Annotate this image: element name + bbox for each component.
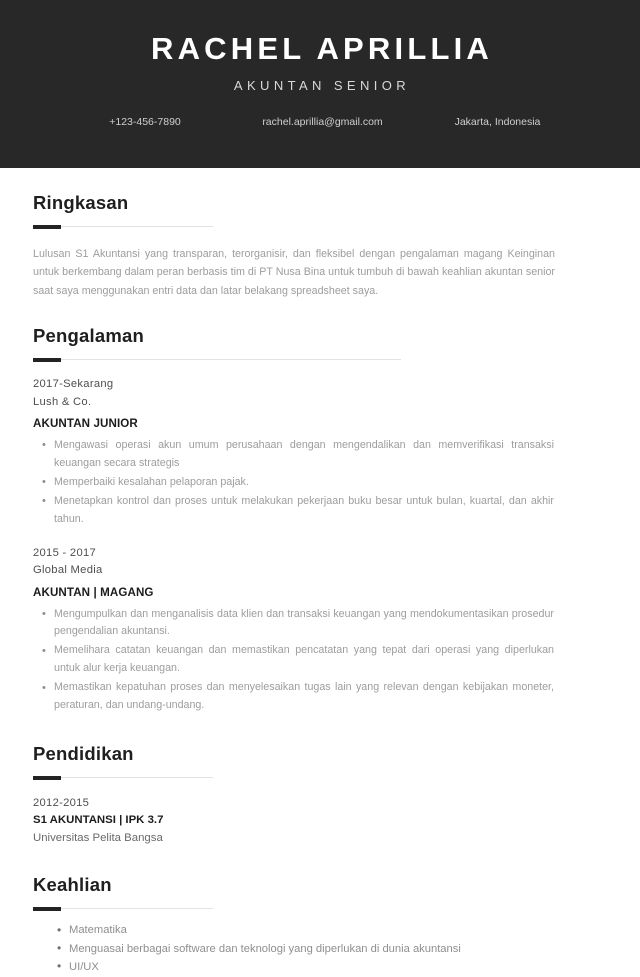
section-summary <box>33 192 607 300</box>
list-item: • Mengumpulkan dan menganalisis data klien dan transaksi keuangan yang mendokumentasikan prosedur pengendalian akuntansi. <box>33 606 554 642</box>
resume-header <box>0 0 640 168</box>
experience-company: Global Media <box>33 564 103 577</box>
candidate-name: RACHEL APRILLIA <box>151 31 493 66</box>
contact-phone[interactable]: +123-456-7890 <box>109 115 181 128</box>
skills-list <box>33 921 607 975</box>
section-divider-summary <box>33 226 213 227</box>
education-degree: S1 AKUNTANSI | IPK 3.7 <box>33 814 164 827</box>
experience-role: AKUNTAN | MAGANG <box>33 585 154 599</box>
resume-body <box>0 192 640 976</box>
experience-bullet-list <box>33 437 607 529</box>
education-item <box>33 795 607 847</box>
experience-item <box>33 545 607 716</box>
candidate-job-title: AKUNTAN SENIOR <box>233 77 411 93</box>
section-heading-education: Pendidikan <box>33 743 134 765</box>
list-item: • UI/UX <box>33 958 607 976</box>
summary-text: Lulusan S1 Akuntansi yang transparan, terorganisir, dan fleksibel dengan pengalaman magang Keinginan untuk berkembang dalam peran berbasis tim di PT Nusa Bina untuk tumbuh di bawah keahlian akuntan senior saat saya menggunakan entri data dan latar belakang spreadsheet saya. <box>33 248 555 297</box>
contact-row <box>0 116 640 128</box>
list-item: • Memperbaiki kesalahan pelaporan pajak. <box>33 474 554 492</box>
experience-item <box>33 376 607 529</box>
experience-date: 2017-Sekarang <box>33 378 114 391</box>
list-item: • Mengawasi operasi akun umum perusahaan dengan mengendalikan dan memverifikasi transaksi keuangan secara strategis <box>33 437 554 473</box>
section-education <box>33 743 607 847</box>
education-school: Universitas Pelita Bangsa <box>33 832 163 845</box>
section-heading-skills: Keahlian <box>33 874 112 896</box>
list-item: • Memelihara catatan keuangan dan memastikan pencatatan yang tepat dari operasi yang diperlukan untuk alur kerja keuangan. <box>33 642 554 678</box>
list-item: • Matematika <box>33 921 607 939</box>
contact-email[interactable]: rachel.aprillia@gmail.com <box>262 115 383 128</box>
section-divider-experience <box>33 359 401 360</box>
list-item: • Menguasai berbagai software dan teknologi yang diperlukan di dunia akuntansi <box>33 940 607 958</box>
list-item: • Menetapkan kontrol dan proses untuk melakukan pekerjaan buku besar untuk bulan, kuartal, dan akhir tahun. <box>33 493 554 529</box>
section-heading-summary: Ringkasan <box>33 192 129 213</box>
experience-company: Lush & Co. <box>33 395 92 408</box>
experience-date: 2015 - 2017 <box>33 546 97 559</box>
section-experience <box>33 325 607 715</box>
section-divider-skills <box>33 908 213 909</box>
contact-location: Jakarta, Indonesia <box>454 115 541 128</box>
section-skills <box>33 874 607 975</box>
experience-role: AKUNTAN JUNIOR <box>33 416 138 430</box>
list-item: • Memastikan kepatuhan proses dan menyelesaikan tugas lain yang relevan dengan kebijakan moneter, peraturan, dan undang-undang. <box>33 679 554 715</box>
section-heading-experience: Pengalaman <box>33 325 144 347</box>
education-date: 2012-2015 <box>33 797 90 810</box>
section-divider-education <box>33 777 213 778</box>
experience-bullet-list <box>33 606 607 716</box>
